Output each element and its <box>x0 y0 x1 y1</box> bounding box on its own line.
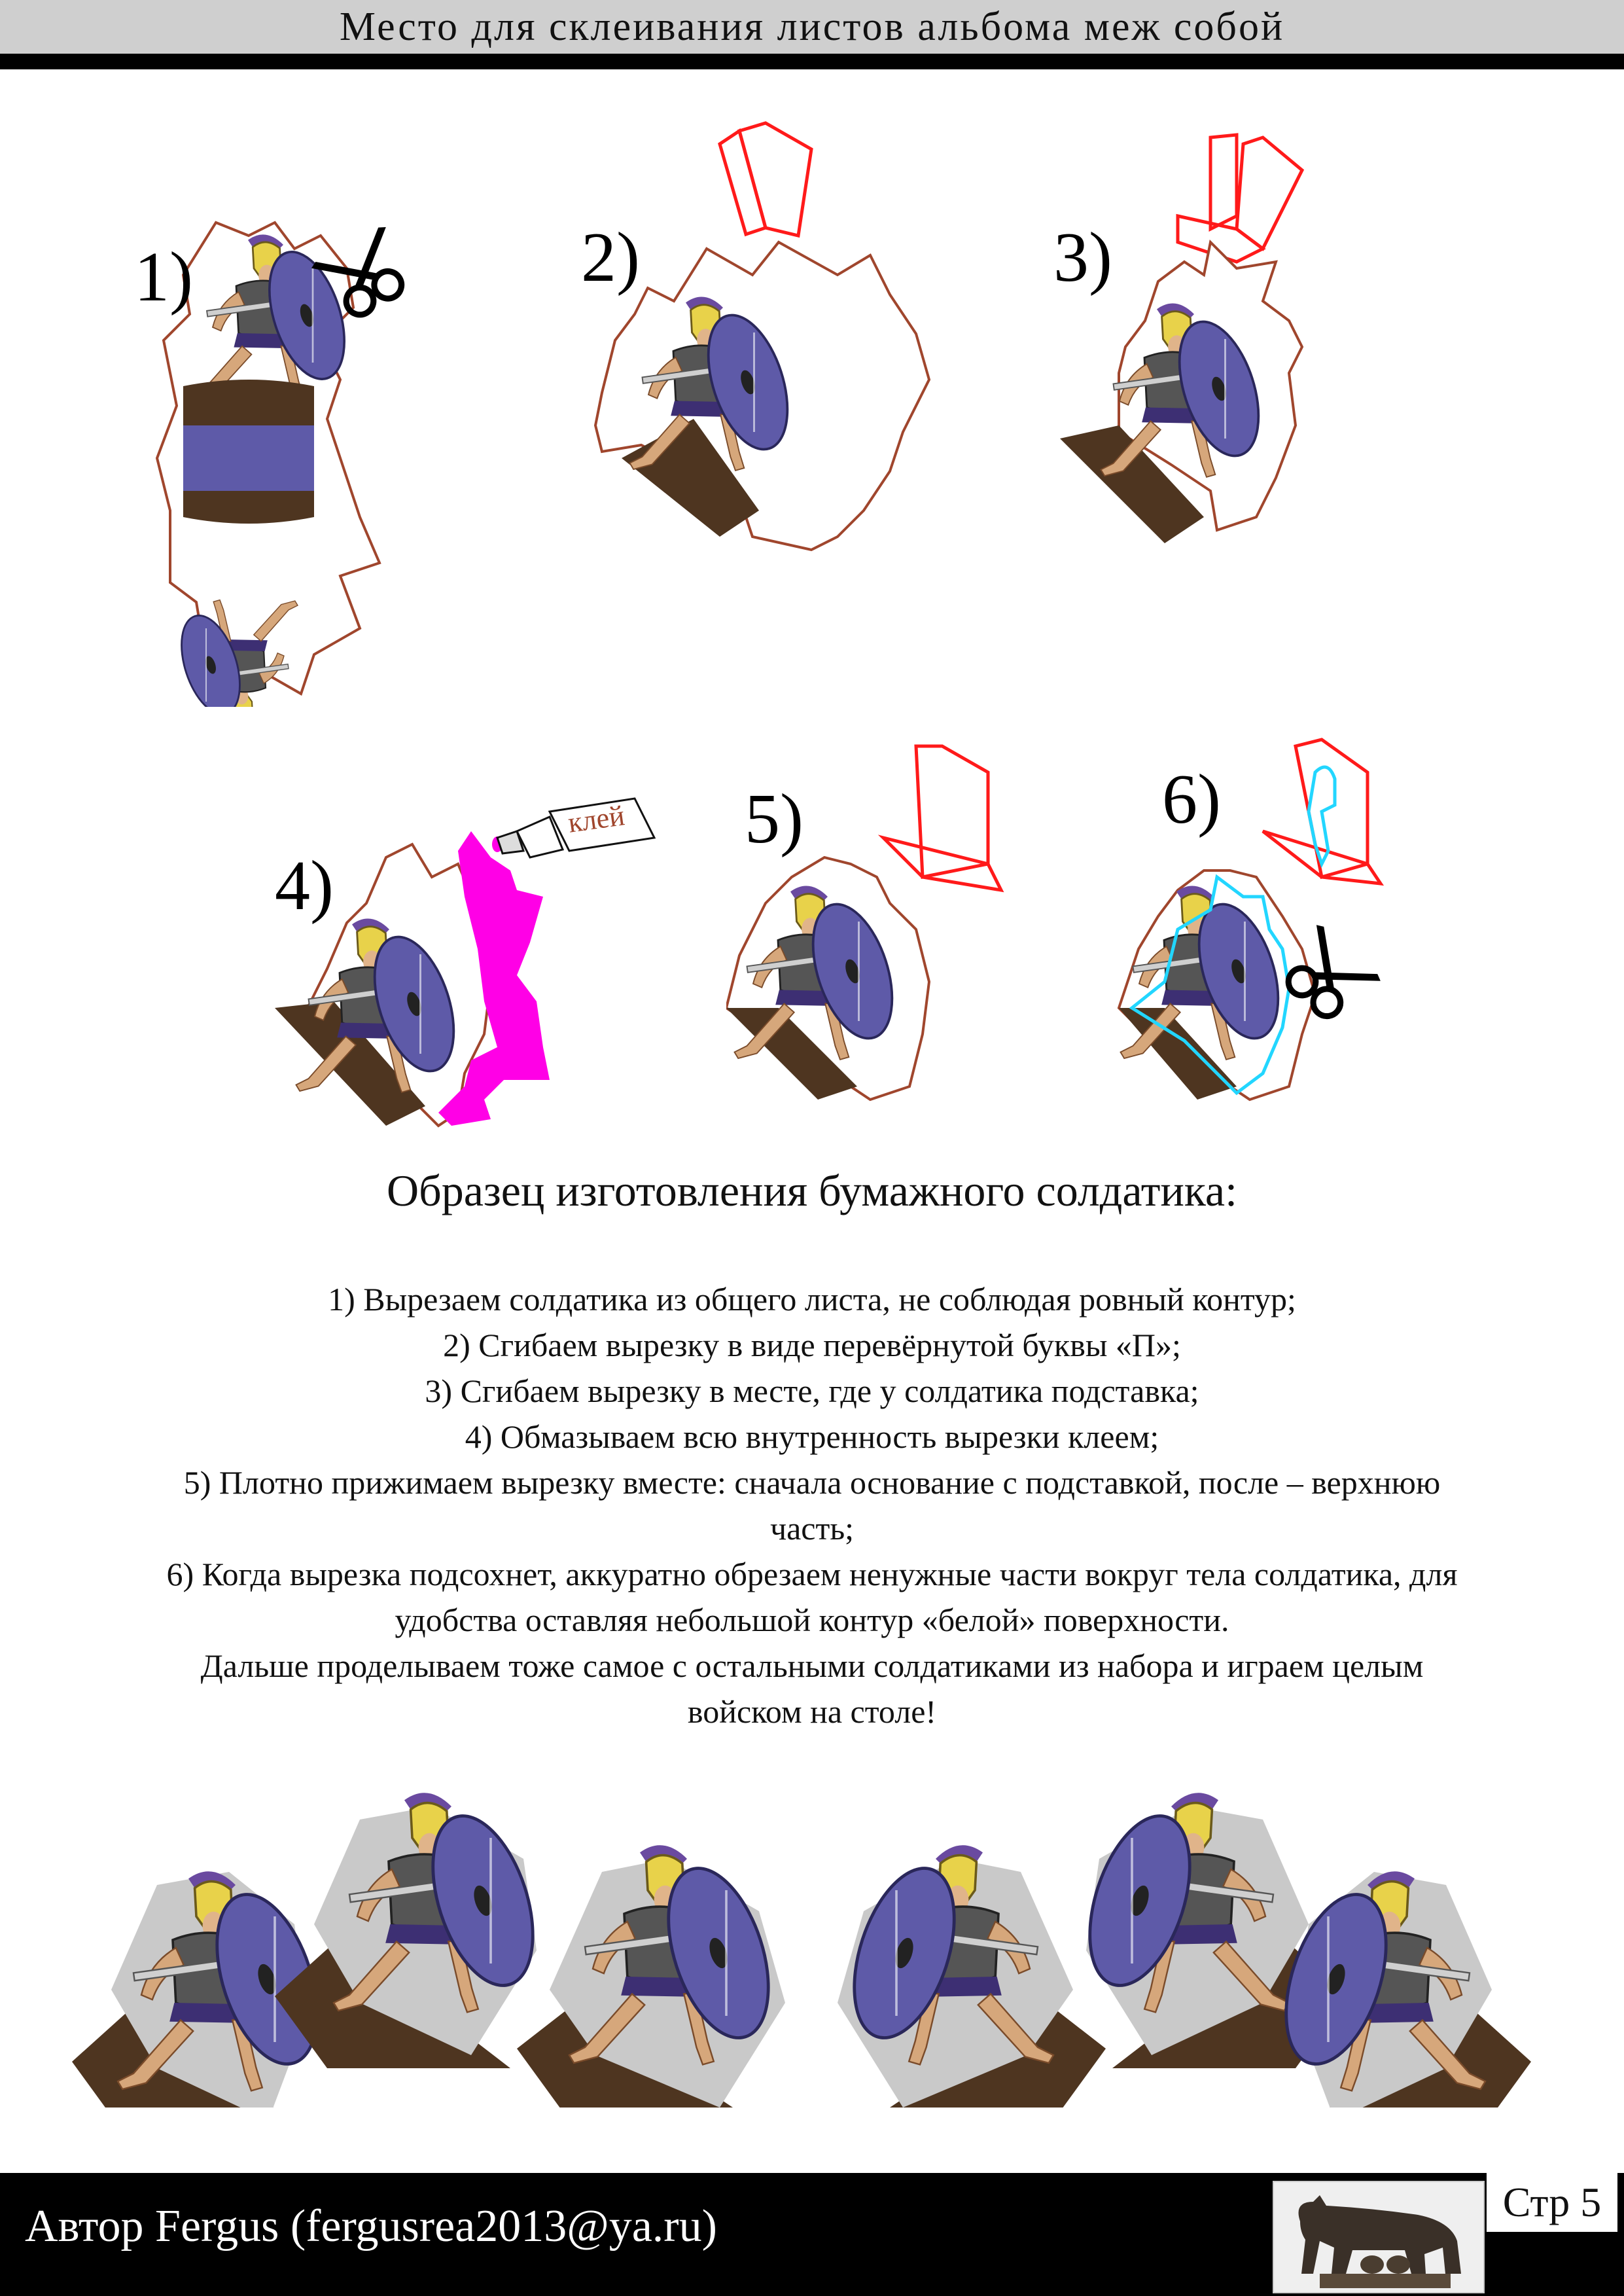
guide-title: Образец изготовления бумажного солдатика: <box>387 1166 1237 1215</box>
guide-line: 6) Когда вырезка подсохнет, аккуратно обрезаем ненужные части вокруг тела солдатика, для <box>166 1556 1458 1592</box>
author-credit: Автор Fergus (fergusrea2013@ya.ru) <box>25 2201 717 2251</box>
step-4-glue-illustration <box>268 785 687 1152</box>
step-5-number: 5) <box>745 780 803 858</box>
header-text: Место для склеивания листов альбома меж собой <box>339 4 1285 49</box>
step-3-number: 3) <box>1053 219 1112 296</box>
step-5 <box>726 733 1040 1139</box>
step-4-number: 4) <box>275 847 334 925</box>
step-6-number: 6) <box>1162 761 1221 838</box>
step-2 <box>563 118 955 589</box>
guide-instructions <box>26 1276 1598 1734</box>
guide-line: 2) Сгибаем вырезку в виде перевёрнутой буквы «П»; <box>443 1327 1181 1363</box>
soldier-figure <box>836 1845 1106 2108</box>
guide-line: 4) Обмазываем всю внутренность вырезки клеем; <box>465 1418 1159 1455</box>
step-1 <box>124 209 465 707</box>
step-2-fold-illustration <box>563 118 955 589</box>
she-wolf-logo <box>1273 2181 1485 2293</box>
header-band <box>0 0 1624 54</box>
soldier-figure <box>275 1793 552 2068</box>
step-3-fold-illustration <box>1040 124 1381 596</box>
guide-line: 5) Плотно прижимаем вырезку вместе: сначала основание с подставкой, после – верхнюю <box>183 1464 1441 1501</box>
step-1-number: 1) <box>134 238 193 316</box>
guide-line: войском на столе! <box>687 1693 937 1730</box>
soldier-figure <box>1267 1871 1531 2108</box>
step-3 <box>1040 124 1381 596</box>
header-rule <box>0 54 1624 69</box>
page-number: Стр 5 <box>1487 2173 1617 2232</box>
step-4 <box>268 785 687 1152</box>
guide-line: 1) Вырезаем солдатика из общего листа, не соблюдая ровный контур; <box>328 1281 1296 1318</box>
step-6 <box>1106 733 1446 1152</box>
step-6-trim-illustration <box>1106 733 1446 1152</box>
soldier-figure <box>517 1845 787 2108</box>
guide-line: часть; <box>769 1510 855 1547</box>
finished-soldiers-illustration <box>0 1702 1624 2108</box>
guide-line: 3) Сгибаем вырезку в месте, где у солдатика подставка; <box>425 1372 1199 1409</box>
guide-line: удобства оставляя небольшой контур «белой» поверхности. <box>395 1602 1229 1638</box>
step-2-number: 2) <box>581 219 640 296</box>
guide-line: Дальше проделываем тоже самое с остальными солдатиками из набора и играем целым <box>200 1647 1424 1684</box>
glue-label: клей <box>566 799 627 839</box>
